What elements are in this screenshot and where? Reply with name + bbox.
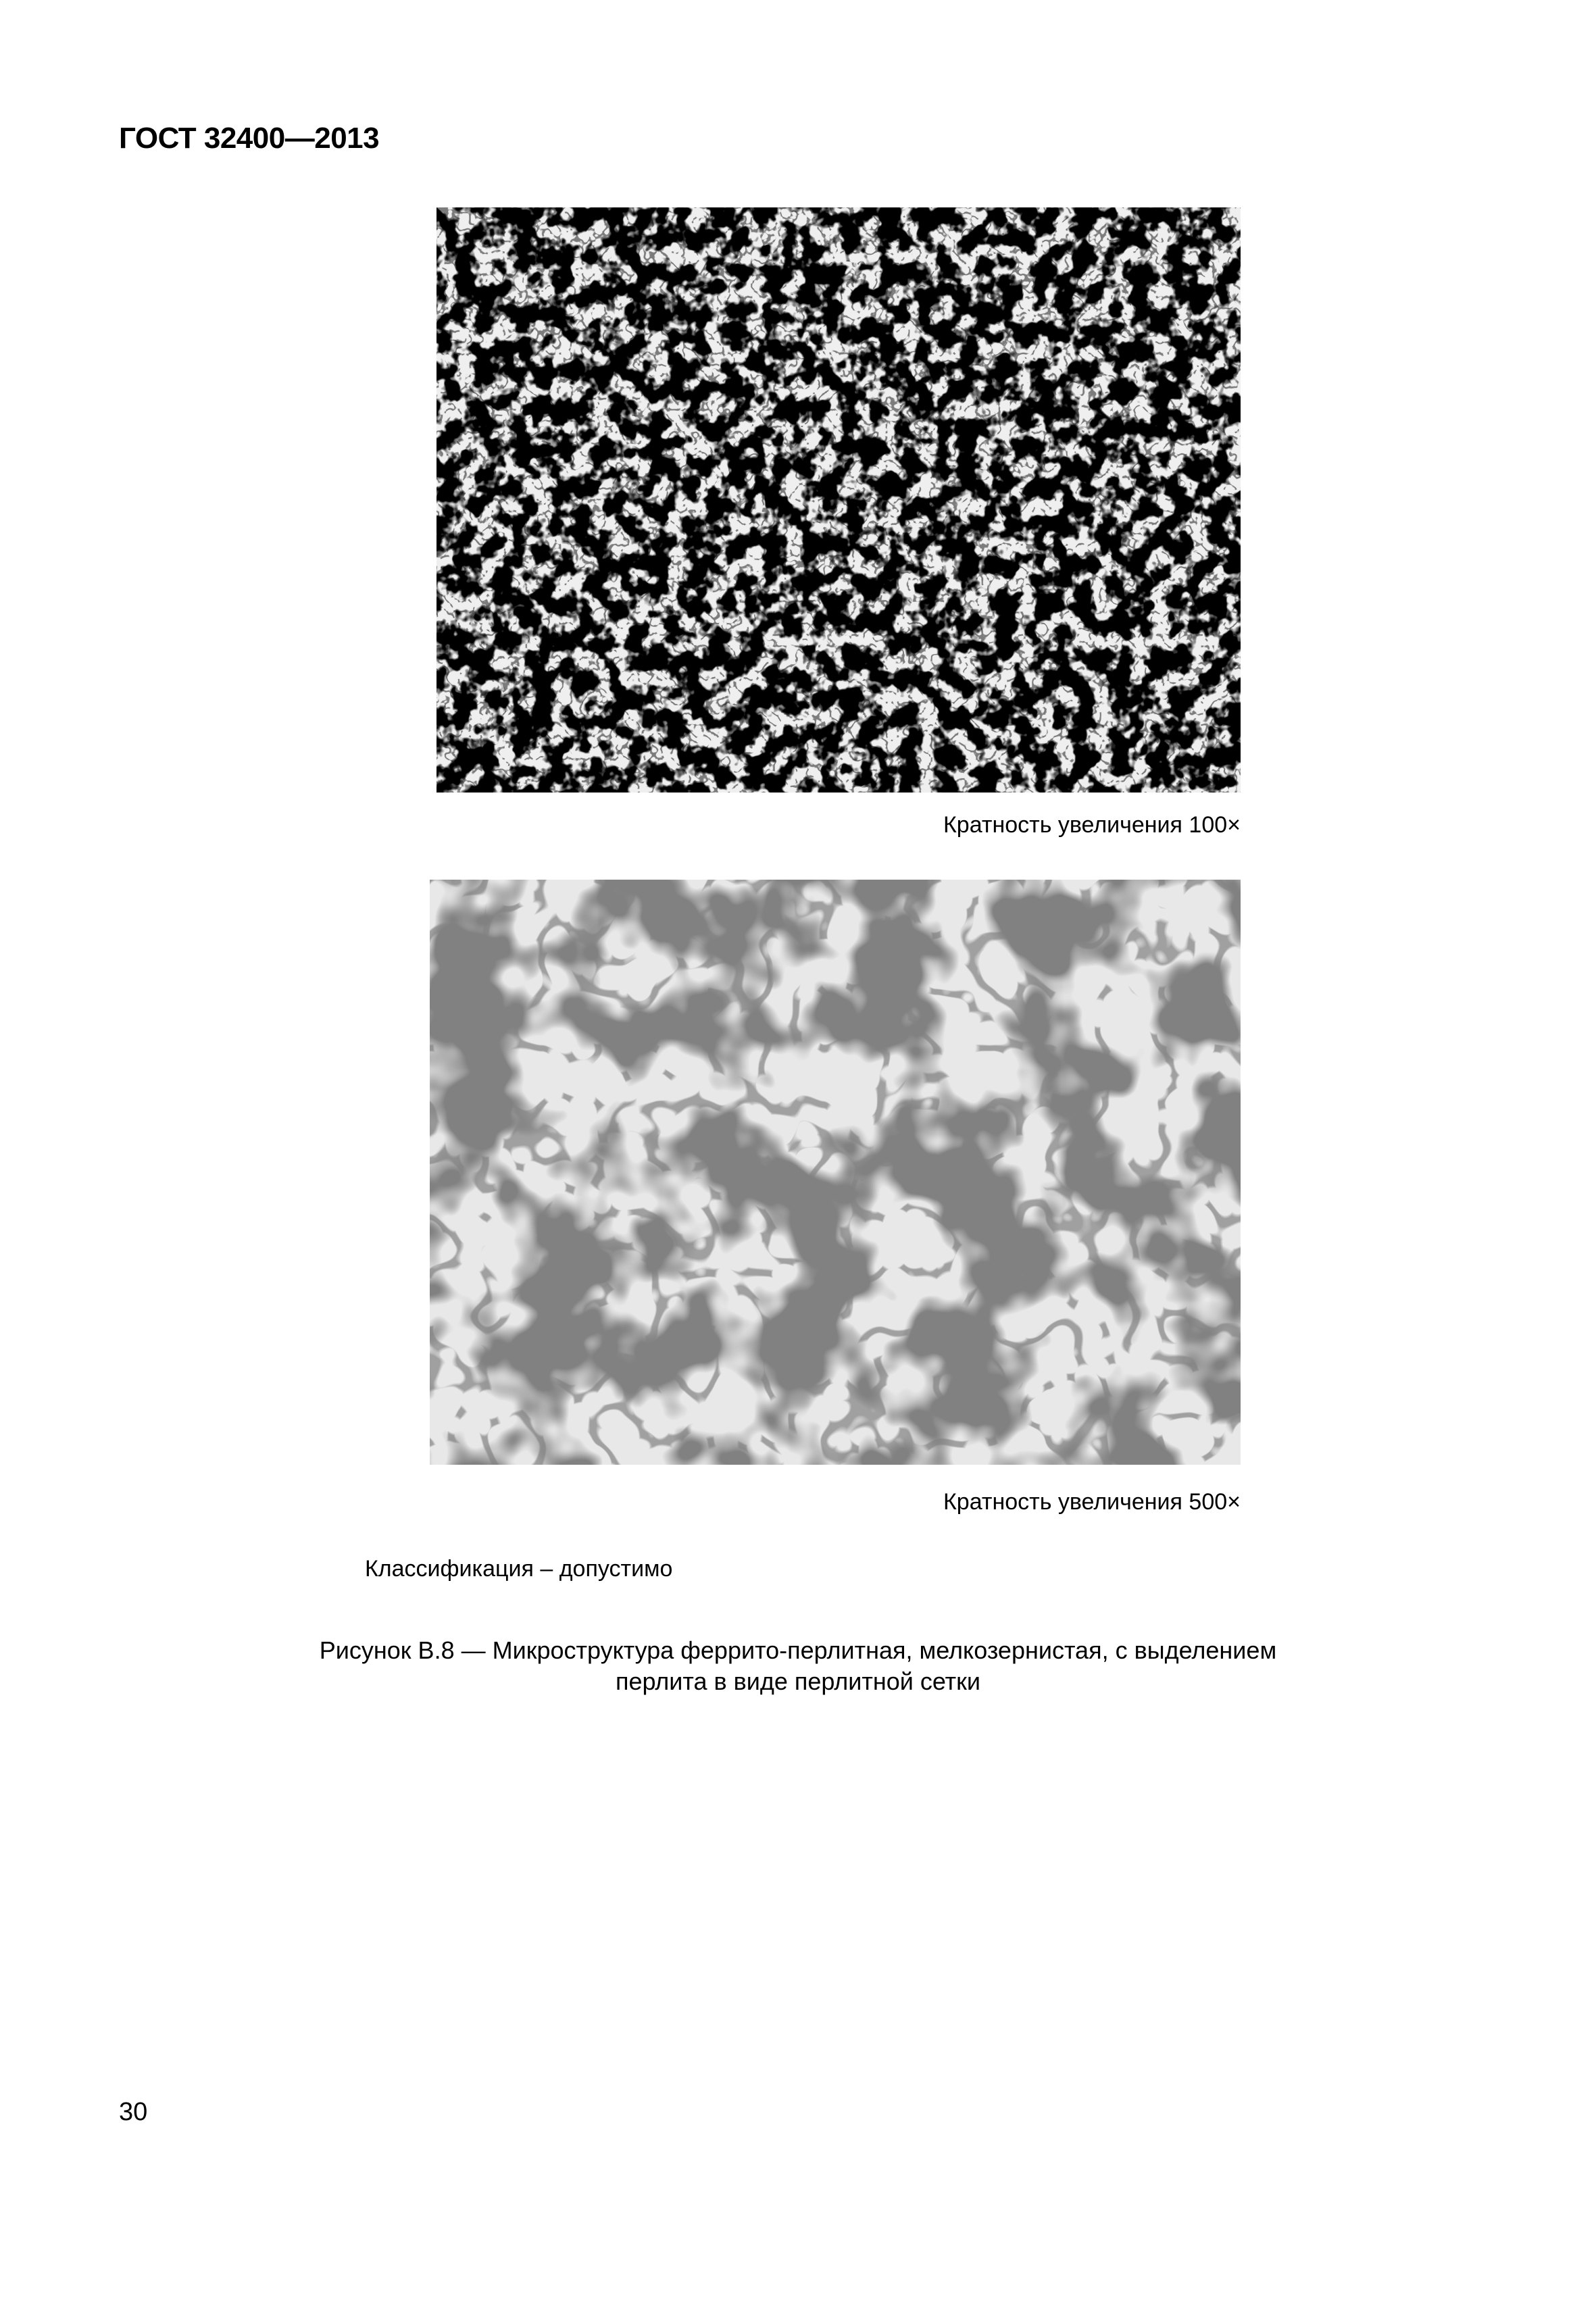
magnification-caption-500x: Кратность увеличения 500× xyxy=(943,1489,1241,1515)
figure-caption xyxy=(203,1635,1393,1697)
micrograph-500x-drawing xyxy=(430,880,1241,1465)
classification-label: Классификация – допустимо xyxy=(365,1556,673,1582)
magnification-caption-100x: Кратность увеличения 100× xyxy=(943,812,1241,838)
micrograph-image-100x xyxy=(437,207,1241,793)
pearlite-colonies xyxy=(430,880,1241,1465)
page-number: 30 xyxy=(119,2098,148,2126)
figure-caption-line-1: Рисунок В.8 — Микроструктура феррито-перлитная, мелкозернистая, с выделением xyxy=(319,1636,1277,1664)
micrograph-image-500x xyxy=(430,880,1241,1465)
pearlite-network xyxy=(437,207,1241,793)
micrograph-100x-drawing xyxy=(437,207,1241,793)
figure-caption-line-2: перлита в виде перлитной сетки xyxy=(615,1667,981,1695)
document-header-standard: ГОСТ 32400—2013 xyxy=(119,122,380,155)
